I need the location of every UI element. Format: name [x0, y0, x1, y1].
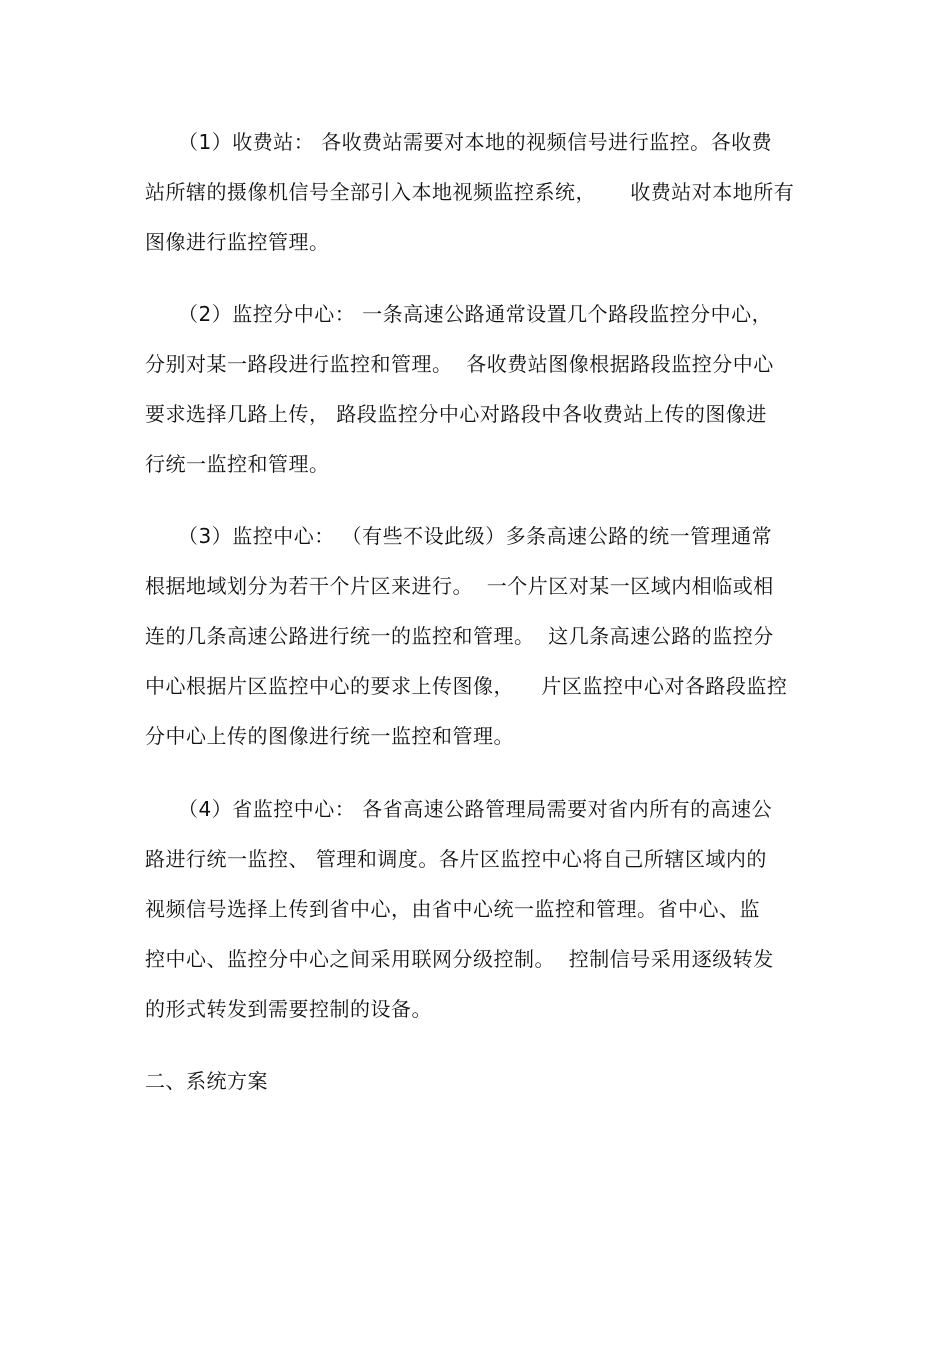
paragraph-4-line-5: 的形式转发到需要控制的设备。 [145, 997, 432, 1021]
paragraph-4-line-2: 路进行统一监控、 管理和调度。各片区监控中心将自己所辖区域内的 [145, 847, 767, 871]
paragraph-3-line-3: 连的几条高速公路进行统一的监控和管理。 这几条高速公路的监控分 [145, 624, 774, 648]
paragraph-1-line-3: 图像进行监控管理。 [145, 230, 330, 254]
paragraph-3-line-4: 中心根据片区监控中心的要求上传图像， 片区监控中心对各路段监控 [145, 674, 788, 698]
paragraph-2-line-3: 要求选择几路上传， 路段监控分中心对路段中各收费站上传的图像进 [145, 402, 767, 426]
paragraph-3-line-1: （3）监控中心： （有些不设此级）多条高速公路的统一管理通常 [178, 524, 773, 548]
paragraph-2-line-1: （2）监控分中心： 一条高速公路通常设置几个路段监控分中心， [178, 302, 773, 326]
paragraph-2-line-2: 分别对某一路段进行监控和管理。 各收费站图像根据路段监控分中心 [145, 352, 774, 376]
paragraph-1-line-1: （1）收费站： 各收费站需要对本地的视频信号进行监控。各收费 [178, 130, 773, 154]
paragraph-4-line-4: 控中心、监控分中心之间采用联网分级控制。 控制信号采用逐级转发 [145, 947, 774, 971]
paragraph-4-line-3: 视频信号选择上传到省中心，由省中心统一监控和管理。省中心、监 [145, 897, 760, 921]
paragraph-3-line-5: 分中心上传的图像进行统一监控和管理。 [145, 724, 514, 748]
paragraph-2-line-4: 行统一监控和管理。 [145, 452, 330, 476]
paragraph-1-line-2: 站所辖的摄像机信号全部引入本地视频监控系统， 收费站对本地所有 [145, 180, 795, 204]
paragraph-3-line-2: 根据地域划分为若干个片区来进行。 一个片区对某一区域内相临或相 [145, 574, 774, 598]
paragraph-4-line-1: （4）省监控中心： 各省高速公路管理局需要对省内所有的高速公 [178, 797, 773, 821]
section-heading: 二、系统方案 [145, 1069, 268, 1093]
